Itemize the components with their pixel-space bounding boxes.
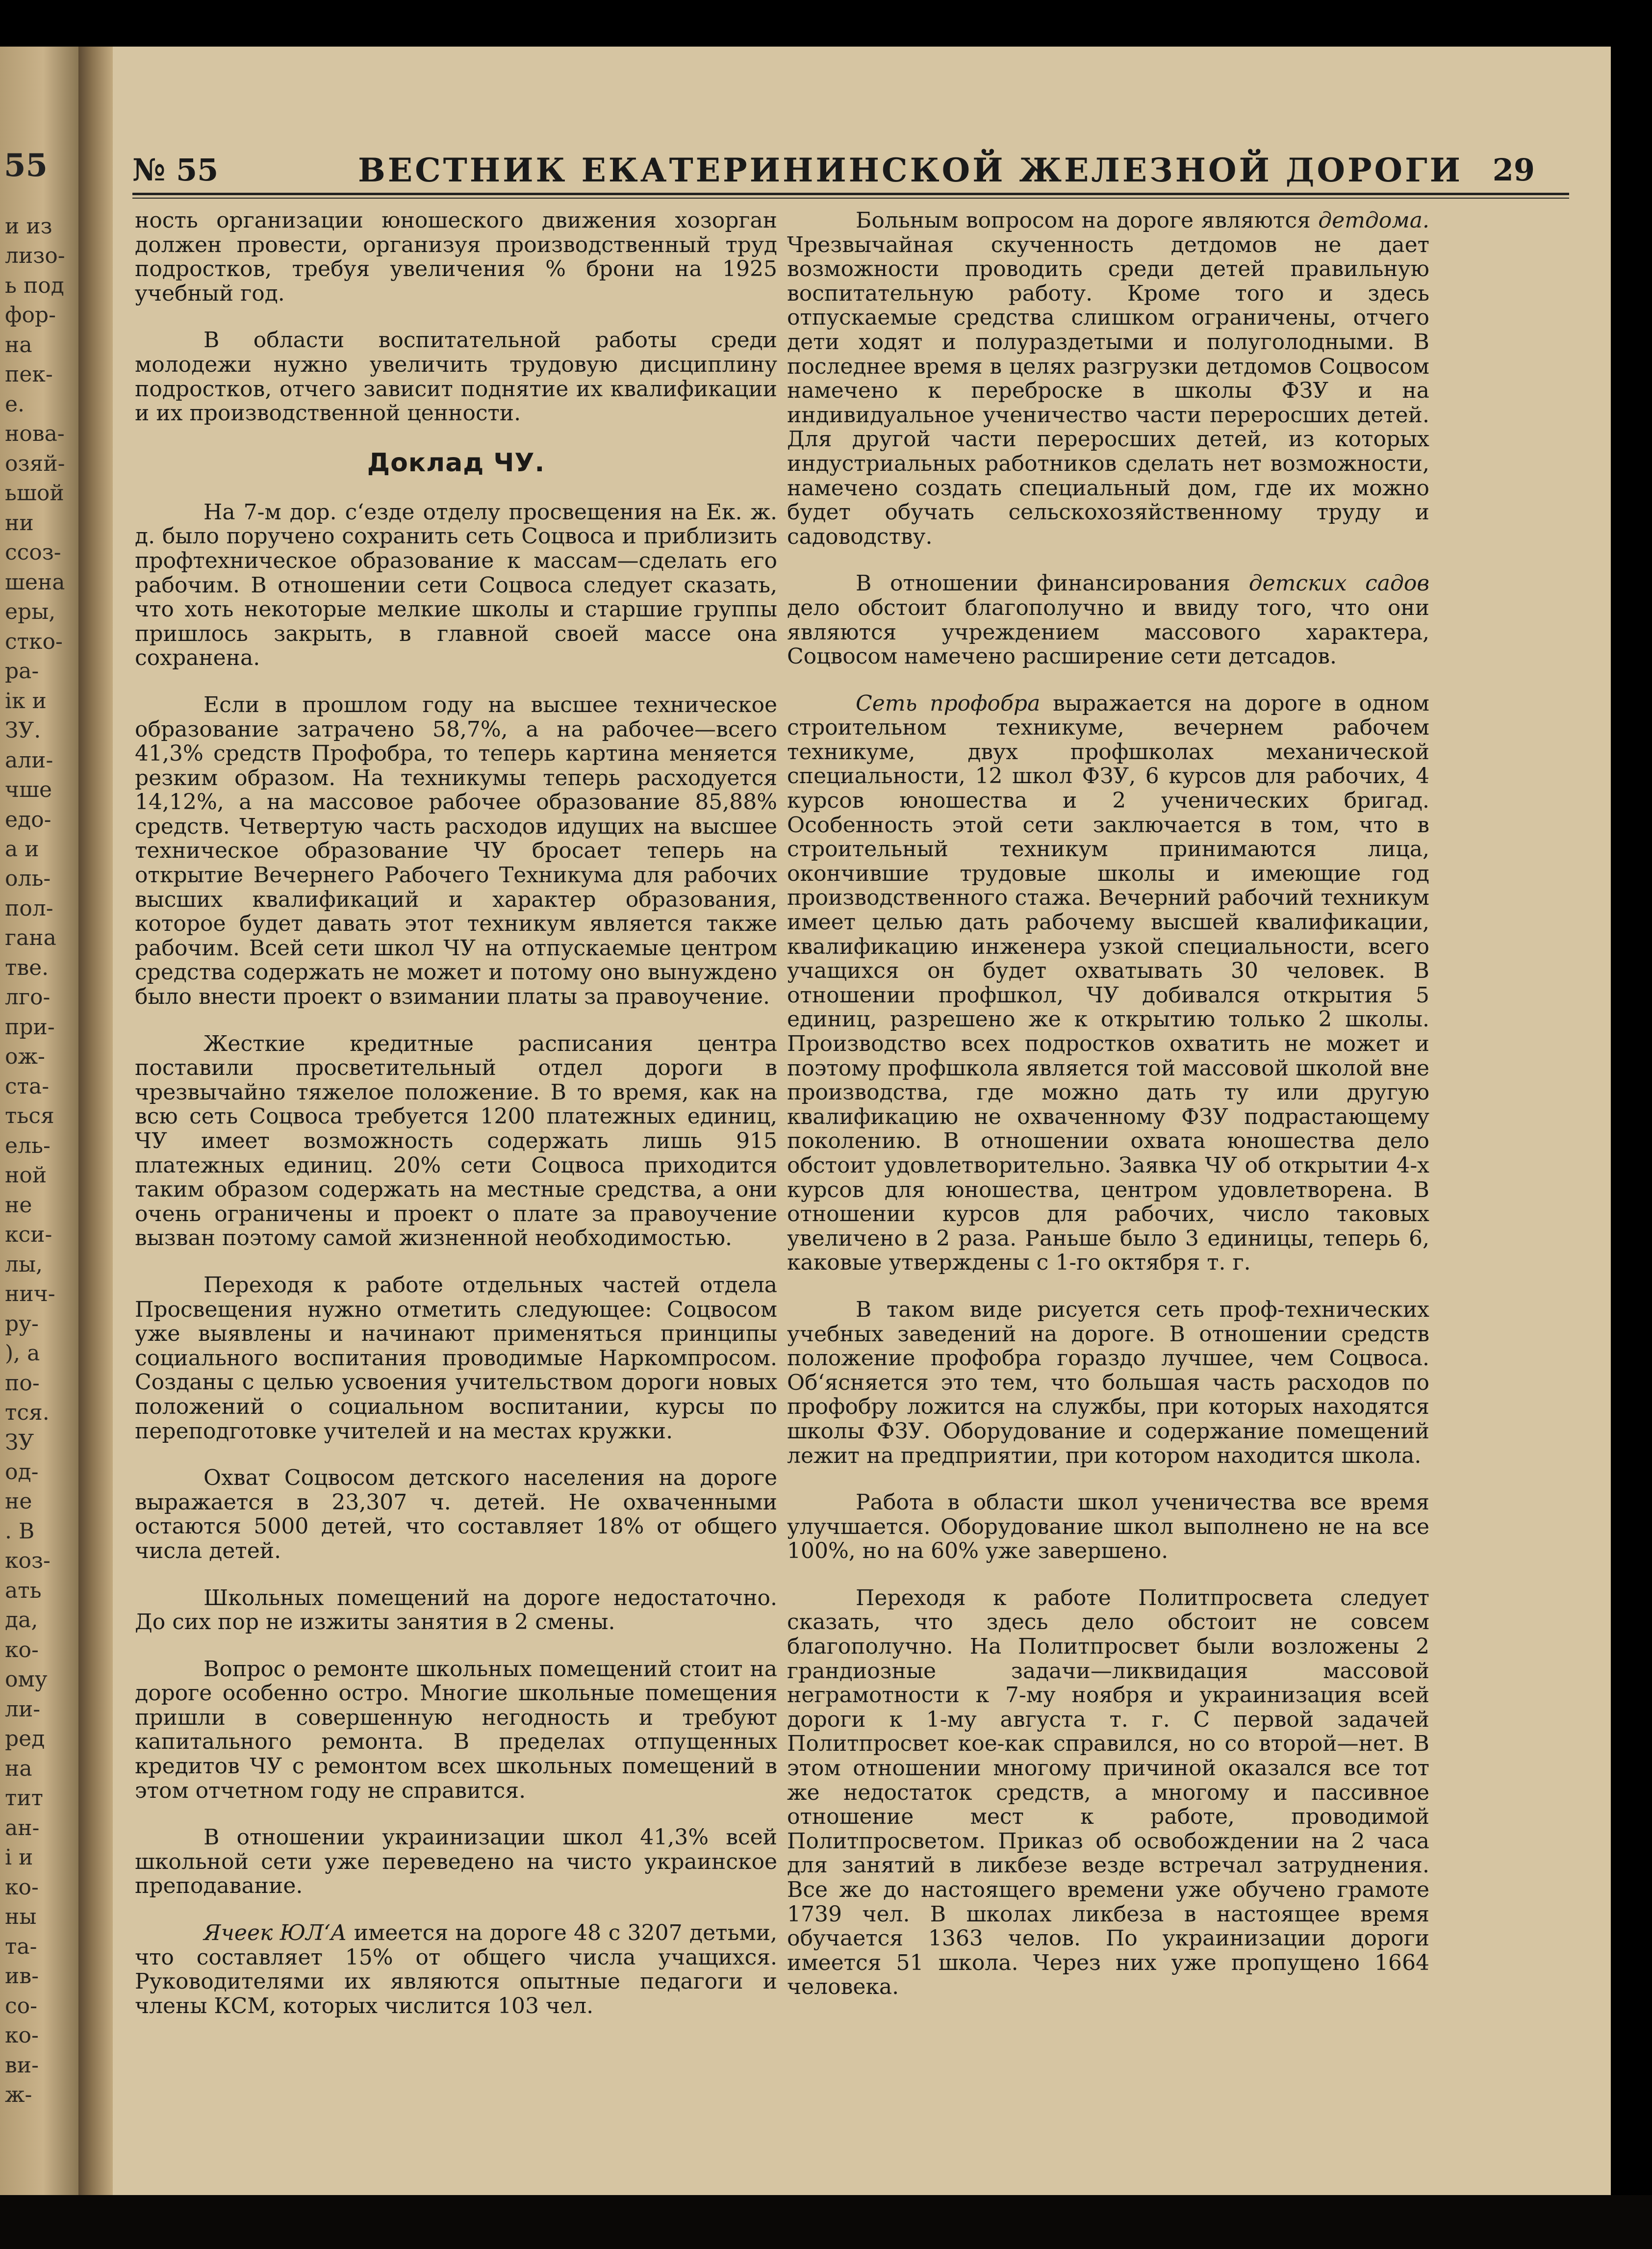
previous-page-fragment: ни	[5, 511, 34, 536]
previous-page-fragment: нич-	[5, 1281, 55, 1306]
previous-page-fragment: и из	[5, 214, 52, 239]
previous-page-fragment: на	[5, 1756, 32, 1781]
previous-page-fragment: ко-	[5, 1637, 39, 1662]
paragraph	[787, 691, 1429, 1275]
previous-page-fragment: ны	[5, 1904, 37, 1929]
paragraph: На 7-м дор. с‘езде отделу просвещения на Ек. ж. д. было поручено сохранить сеть Соцвоса и приблизить профтехническое образование к массам—сделать его рабочим. В отношении сети Соцвоса следует сказать, что хоть некоторые мелкие школы и старшие группы пришлось закрыть, в главной своей массе она сохранена.	[135, 499, 777, 671]
previous-page-fragment: чше	[5, 777, 52, 802]
scan-top-border	[0, 0, 1652, 47]
paragraph-text: Больным вопросом на дороге являются	[856, 208, 1319, 233]
previous-page-fragment: і и	[5, 1845, 33, 1870]
book-gutter	[78, 47, 113, 2195]
previous-page-fragment: ной	[5, 1163, 47, 1188]
italic-term: детдома.	[1318, 208, 1429, 233]
previous-page-fragment: ель-	[5, 1133, 51, 1158]
previous-page-fragment: ред	[5, 1726, 45, 1751]
previous-page-fragment: коз-	[5, 1548, 51, 1573]
previous-page-fragment: ож-	[5, 1044, 45, 1069]
section-heading: Доклад ЧУ.	[367, 448, 545, 478]
paragraph: Вопрос о ремонте школьных помещений стоит на дороге особенно остро. Многие школьные помещения пришли в совершенную негодность и требуют капитального ремонта. В пределах отпущенных кредитов ЧУ с ремонтом всех школьных помещений в этом отчетном году не справится.	[135, 1656, 777, 1803]
paragraph	[135, 1921, 777, 2018]
paragraph-text: В отношении финансирования	[856, 571, 1249, 596]
paragraph: В отношении украинизации школ 41,3% всей школьной сети уже переведено на чисто украинское преподавание.	[135, 1825, 777, 1899]
previous-page-fragment: озяй-	[5, 451, 65, 476]
previous-page-fragment: та-	[5, 1934, 37, 1959]
previous-page-fragment: нова-	[5, 421, 65, 446]
previous-page-fragment: али-	[5, 748, 53, 773]
header-rule-thin	[132, 198, 1569, 199]
previous-page-fragment: ЗУ.	[5, 718, 41, 743]
previous-page-fragment: по-	[5, 1371, 40, 1396]
previous-page-fragment: на	[5, 332, 32, 358]
paragraph	[787, 208, 1429, 549]
previous-page-fragment: не	[5, 1193, 32, 1218]
previous-page-fragment: не	[5, 1489, 32, 1514]
previous-page-fragment: ли-	[5, 1697, 41, 1722]
previous-page-fragment: ать	[5, 1578, 42, 1603]
paragraph: ность организации юношеского движения хозорган должен провести, организуя производственный труд подростков, требуя увеличения % брони на 1925 учебный год.	[135, 208, 777, 306]
paragraph	[787, 571, 1429, 668]
previous-page-fragment: фор-	[5, 303, 56, 328]
paragraph: Школьных помещений на дороге недостаточно. До сих пор не изжиты занятия в 2 смены.	[135, 1585, 777, 1635]
previous-page-fragment: ЗУ	[5, 1430, 34, 1455]
previous-page-number: 55	[4, 147, 48, 184]
previous-page-fragment: ік и	[5, 689, 47, 714]
previous-page-fragment: од-	[5, 1459, 39, 1484]
previous-page-fragment: гана	[5, 925, 56, 950]
previous-page-fragment: еры,	[5, 599, 56, 624]
previous-page-fragment: тве.	[5, 955, 49, 980]
paragraph-text: дело обстоит благополучно и ввиду того, что они являются учреждением массового характера, Соцвосом намечено расширение сети детсадов.	[787, 595, 1429, 669]
previous-page-fragment: лы,	[5, 1252, 43, 1277]
paragraph: Работа в области школ ученичества все время улучшается. Оборудование школ выполнено не на все 100%, но на 60% уже завершено.	[787, 1490, 1429, 1564]
previous-page-fragment: тит	[5, 1786, 44, 1811]
running-header	[132, 147, 1579, 191]
scan-bottom-border	[0, 2195, 1652, 2249]
page-number: 29	[1492, 152, 1535, 188]
paragraph: Охват Соцвосом детского населения на дороге выражается в 23,307 ч. детей. Не охваченными остаются 5000 детей, что составляет 18% от общего числа детей.	[135, 1465, 777, 1563]
paragraph: Жесткие кредитные расписания центра поставили просветительный отдел дороги в чрезвычайно тяжелое положение. В то время, как на всю сеть Соцвоса требуется 1200 платежных единиц, ЧУ имеет возможность содержать лишь 915 платежных единиц. 20% сети Соцвоса приходится таким образом содержать на местные средства, а они очень ограничены и проект о плате за правоучение вызван поэтому самой жизненной необходимостью.	[135, 1031, 777, 1251]
previous-page-fragment: кси-	[5, 1222, 52, 1247]
previous-page-fragment: . В	[5, 1519, 35, 1544]
previous-page-fragment: ан-	[5, 1815, 40, 1840]
paragraph: В области воспитательной работы среди молодежи нужно увеличить трудовую дисциплину подростков, отчего зависит поднятие их квалификации и их производственной ценности.	[135, 328, 777, 426]
previous-page-fragment: а и	[5, 837, 39, 862]
previous-page-fragment: оль-	[5, 866, 51, 891]
previous-page-fragment: пек-	[5, 362, 53, 387]
previous-page-fragment: ), а	[5, 1341, 40, 1366]
previous-page-fragment: лизо-	[5, 243, 65, 268]
previous-page-fragment: ко-	[5, 2023, 39, 2048]
previous-page-fragment: шена	[5, 570, 65, 595]
previous-page-fragment: ста-	[5, 1074, 50, 1099]
page	[113, 47, 1611, 2195]
previous-page-fragment: е.	[5, 392, 25, 417]
paragraph-text: Чрезвычайная скученность детдомов не дает возможности проводить среди детей правильную воспитательную работу. Кроме того и здесь отпускаемые средства слишком ограничены, отчего дети ходят и полураздетыми и полуголодными. В последнее время в целях разгрузки детдомов Соцвосом намечено к переброске в школы ФЗУ и на индивидуальное ученичество части переросших детей. Для другой части переросших детей, из которых индустриальных работников сделать нет возможности, намечено создать специальный дом, где их можно будет обучать сельскохозяйственному труду и садоводству.	[787, 232, 1429, 549]
previous-page-edge	[0, 47, 78, 2195]
previous-page-fragment: ко-	[5, 1875, 39, 1900]
previous-page-fragment: ив-	[5, 1964, 39, 1989]
paragraph: Если в прошлом году на высшее техническое образование затрачено 58,7%, а на рабочее—всего 41,3% средств Профобра, то теперь картина меняется резким образом. На техникумы теперь расходуется 14,12%, а на массовое рабочее образование 85,88% средств. Четвертую часть расходов идущих на высшее техническое образование ЧУ бросает теперь на открытие Вечернего Рабочего Техникума для рабочих высших квалификаций и характер образования, которое будет давать этот техникум является также рабочим. Всей сети школ ЧУ на отпускаемые центром средства содержать не может и потому оно вынуждено было внести проект о взимании платы за правоучение.	[135, 692, 777, 1010]
previous-page-fragment: пол-	[5, 896, 53, 921]
issue-number: № 55	[132, 152, 219, 188]
paragraph: Переходя к работе отдельных частей отдела Просвещения нужно отметить следующее: Соцвосом уже выявлены и начинают применяться принципы социального воспитания проводимые Наркомпросом. Созданы с целью усвоения учительством дороги новых положений о социальном воспитании, курсы по переподготовке учителей и на местах кружки.	[135, 1272, 777, 1444]
journal-title: ВЕСТНИК ЕКАТЕРИНИНСКОЙ ЖЕЛЕЗНОЙ ДОРОГИ	[358, 151, 1463, 189]
previous-page-fragment: ому	[5, 1667, 48, 1692]
previous-page-fragment: ьшой	[5, 481, 64, 506]
previous-page-fragment: ра-	[5, 659, 39, 684]
paragraph-text: имеется на дороге 48 с 3207 детьми, что составляет 15% от общего числа учащихся. Руководителями их являются опытные педагоги и члены КСМ, которых числится 103 чел.	[135, 1920, 777, 2019]
previous-page-fragment: лго-	[5, 985, 51, 1010]
previous-page-fragment: ру-	[5, 1311, 39, 1336]
previous-page-fragment: ться	[5, 1103, 54, 1128]
paragraph-text: выражается на дороге в одном строительном техникуме, вечернем рабочем техникуме, двух профшколах механической специальности, 12 школ ФЗУ, 6 курсов для рабочих, 4 курсов юношества и 2 ученических бригад. Особенность этой сети заключается в том, что в строительный техникум принимаются лица, окончившие трудовые школы и имеющие год производственного стажа. Вечерний рабочий техникум имеет целью дать рабочему высшей квалификации, квалификацию инженера узкой специальности, всего учащихся он будет охватывать 30 человек. В отношении профшкол, ЧУ добивался открытия 5 единиц, разрешено же к открытию только 2 школы. Производство всех подростков охватить не может и поэтому профшкола является той массовой школой вне производства, где можно дать ту или другую квалификацию не охваченному ФЗУ подрастающему поколению. В отношении охвата юношества дело обстоит удовлетворительно. Заявка ЧУ об открытии 4-х курсов для юношества, центром удовлетворена. В отношении курсов для рабочих, число таковых увеличено в 2 раза. Раньше было 3 единицы, теперь 6, каковые утверждены с 1-го октября т. г.	[787, 690, 1429, 1276]
previous-page-fragment: ви-	[5, 2053, 39, 2078]
previous-page-fragment: да,	[5, 1608, 38, 1633]
left-column	[135, 208, 777, 2041]
paragraph: Переходя к работе Политпросвета следует сказать, что здесь дело обстоит не совсем благополучно. На Политпросвет были возложены 2 грандиозные задачи—ликвидация массовой неграмотности к 7-му ноября и украинизация всей дороги к 1-му августа т. г. С первой задачей Политпросвет кое-как справился, но со второй—нет. В этом отношении многому причиной оказался все тот же недостаток средств, а многому и пассивное отношение мест к работе, проводимой Политпросветом. Приказ об освобождении на 2 часа для занятий в ликбезе везде встречал затруднения. Все же до настоящего времени уже обучено грамоте 1739 чел. В школах ликбеза в настоящее время обучается 1363 челов. По украинизации дороги имеется 51 школа. Через них уже пропущено 1664 человека.	[787, 1585, 1429, 2000]
italic-term: Сеть профобра	[856, 690, 1041, 716]
italic-term: Ячеек ЮЛ‘А	[203, 1920, 347, 1946]
header-rule	[132, 193, 1569, 195]
italic-term: детских садов	[1248, 571, 1429, 596]
previous-page-fragment: при-	[5, 1015, 55, 1040]
scan-right-border	[1611, 47, 1652, 2195]
paragraph: В таком виде рисуется сеть проф-технических учебных заведений на дороге. В отношении средств положение профобра гораздо лучшее, чем Соцвоса. Об‘ясняется это тем, что большая часть расходов по профобру ложится на службы, при которых находятся школы ФЗУ. Оборудование и содержание помещений лежит на предприятии, при котором находится школа.	[787, 1297, 1429, 1468]
right-column	[787, 208, 1429, 2022]
previous-page-fragment: едо-	[5, 807, 51, 832]
previous-page-fragment: со-	[5, 1993, 37, 2019]
previous-page-fragment: ь под	[5, 273, 64, 298]
previous-page-fragment: тся.	[5, 1400, 50, 1425]
previous-page-fragment: ссоз-	[5, 540, 61, 565]
previous-page-fragment: ж-	[5, 2082, 32, 2107]
previous-page-fragment: стко-	[5, 629, 63, 654]
